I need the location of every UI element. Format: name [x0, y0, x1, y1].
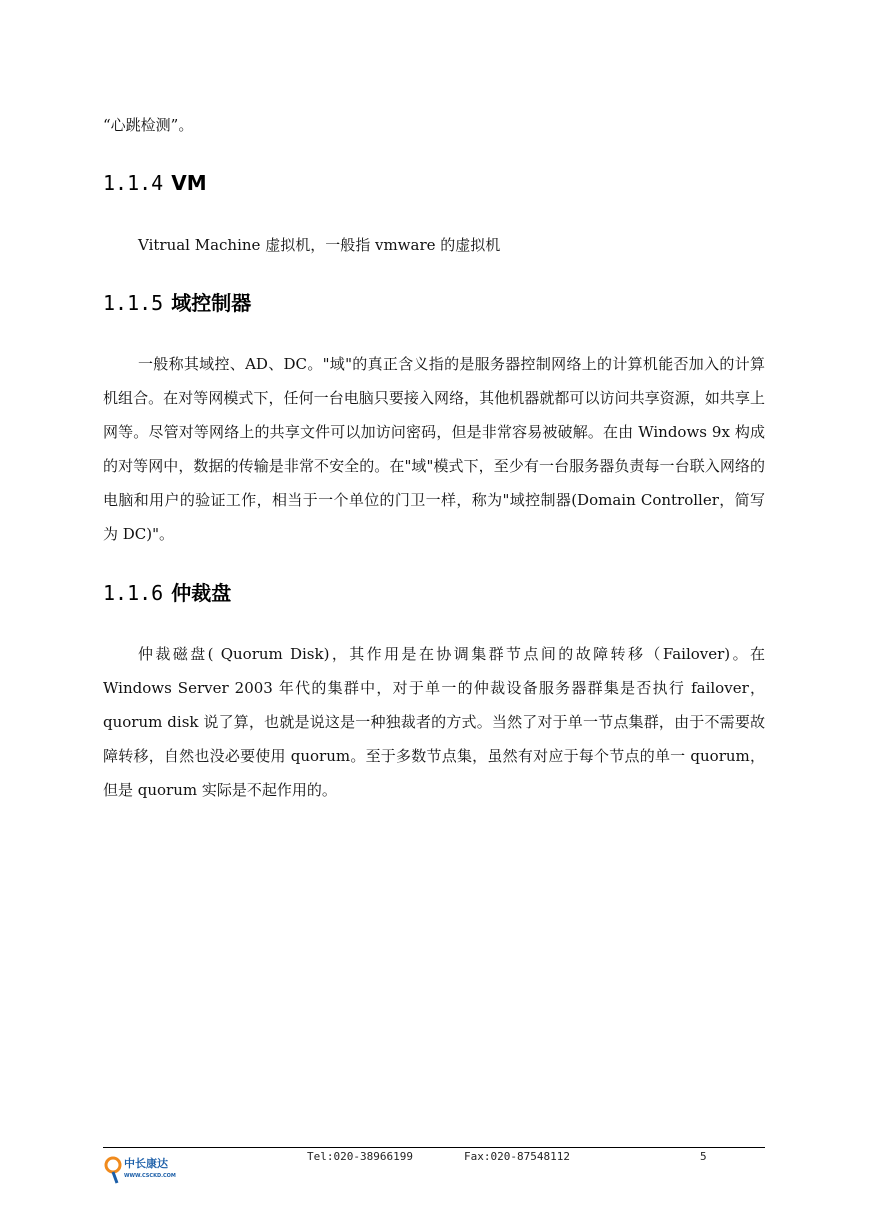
- logo-mark-icon: [104, 1155, 124, 1185]
- section-heading-domain-controller: [103, 290, 251, 316]
- intro-line: “心跳检测”。: [103, 116, 194, 134]
- footer-fax: Fax:020-87548112: [464, 1150, 570, 1163]
- logo-url: WWW.CSCKD.COM: [124, 1173, 176, 1179]
- company-logo: [104, 1153, 174, 1187]
- section-title: VM: [171, 171, 207, 195]
- section-heading-quorum: [103, 580, 231, 606]
- section-paragraph-domain-controller: 一般称其域控、AD、DC。"域"的真正含义指的是服务器控制网络上的计算机能否加入的计算机组合。在对等网模式下，任何一台电脑只要接入网络，其他机器就都可以访问共享资源，如共享上网等。尽管对等网络上的共享文件可以加访问密码，但是非常容易被破解。在由 Windows 9x 构成的对等网中，数据的传输是非常不安全的。在"域"模式下，至少有一台服务器负责每一台联入网络的电脑和用户的验证工作，相当于一个单位的门卫一样，称为"域控制器(Domain Controller，简写为 DC)"。: [103, 355, 765, 543]
- section-paragraph-vm: Vitrual Machine 虚拟机，一般指 vmware 的虚拟机: [138, 236, 501, 254]
- footer-divider: [103, 1147, 765, 1148]
- logo-text: 中长康达: [124, 1157, 168, 1170]
- section-title: 仲裁盘: [171, 581, 232, 605]
- section-heading-vm: [103, 170, 207, 196]
- section-number: 1.1.4: [103, 171, 164, 195]
- section-number: 1.1.5: [103, 291, 164, 315]
- section-number: 1.1.6: [103, 581, 164, 605]
- footer-tel: Tel:020-38966199: [307, 1150, 413, 1163]
- section-paragraph-quorum: 仲裁磁盘( Quorum Disk)，其作用是在协调集群节点间的故障转移（Failover)。在 Windows Server 2003 年代的集群中，对于单一的仲裁设备服务器群集是否执行 failover，quorum disk 说了算，也就是说这是一种独裁者的方式。当然了对于单一节点集群，由于不需要故障转移，自然也没必要使用 quorum。至于多数节点集，虽然有对应于每个节点的单一 quorum，但是 quorum 实际是不起作用的。: [103, 645, 765, 799]
- section-title: 域控制器: [171, 291, 252, 315]
- page-number: 5: [700, 1150, 707, 1163]
